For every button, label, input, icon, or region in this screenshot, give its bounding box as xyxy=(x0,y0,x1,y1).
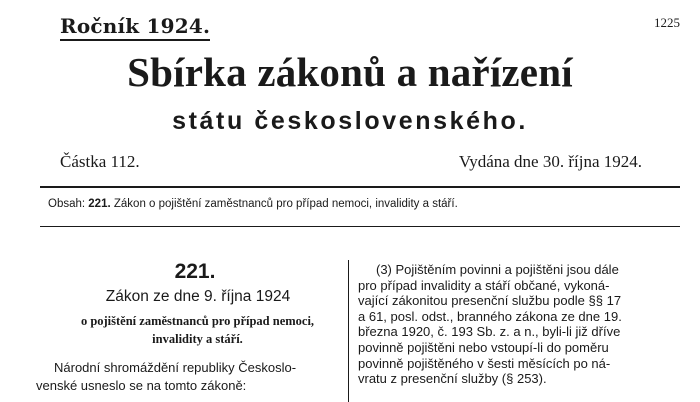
paragraph-line: a 61, posl. odst., branného zákona ze dne 19. xyxy=(358,308,622,324)
right-column-text xyxy=(358,262,683,387)
bottom-rule xyxy=(40,226,680,227)
page-number: 1225 xyxy=(654,15,680,30)
contents-label: Obsah: xyxy=(48,198,86,210)
paragraph-line: povinně pojištěného v šesti měsících po ná- xyxy=(358,355,611,371)
law-preamble xyxy=(36,359,341,395)
paragraph-line: povinně pojištěni nebo vstoupí-li do poměru xyxy=(358,339,609,355)
paragraph-line: pro případ invalidity a stáří občané, vykoná- xyxy=(358,277,610,293)
paragraph-line: (3) Pojištěním povinni a pojištěni jsou dále xyxy=(376,262,619,277)
law-number: 221. xyxy=(174,260,216,283)
law-subject xyxy=(50,312,345,348)
preamble-line: Národní shromáždění republiky Českoslo- xyxy=(54,360,297,375)
column-divider xyxy=(348,260,349,402)
paragraph-line: března 1920, č. 193 Sb. z. a n., byli-li již dříve xyxy=(358,324,621,340)
gazette-subtitle: státu československého. xyxy=(172,107,528,135)
preamble-line: venské usneslo se na tomto zákoně: xyxy=(36,378,247,393)
paragraph-line: vratu z presenční služby (§ 253). xyxy=(358,371,547,387)
volume-year: Ročník 1924. xyxy=(60,14,210,41)
issue-number: Částka 112. xyxy=(60,152,140,171)
contents-number: 221. xyxy=(88,198,111,210)
issue-date: Vydána dne 30. října 1924. xyxy=(458,152,642,171)
gazette-title: Sbírka zákonů a nařízení xyxy=(127,49,573,95)
law-subject-line: invalidity a stáří. xyxy=(152,332,243,346)
law-date: Zákon ze dne 9. října 1924 xyxy=(105,288,291,305)
law-subject-line: o pojištění zaměstnanců pro případ nemoci, xyxy=(80,314,315,328)
paragraph-line: vající zákonitou presenční službu podle §§ 17 xyxy=(358,293,622,309)
contents-text: Zákon o pojištění zaměstnanců pro případ nemoci, invalidity a stáří. xyxy=(113,198,458,210)
top-rule xyxy=(40,186,680,188)
contents-line xyxy=(48,198,458,210)
